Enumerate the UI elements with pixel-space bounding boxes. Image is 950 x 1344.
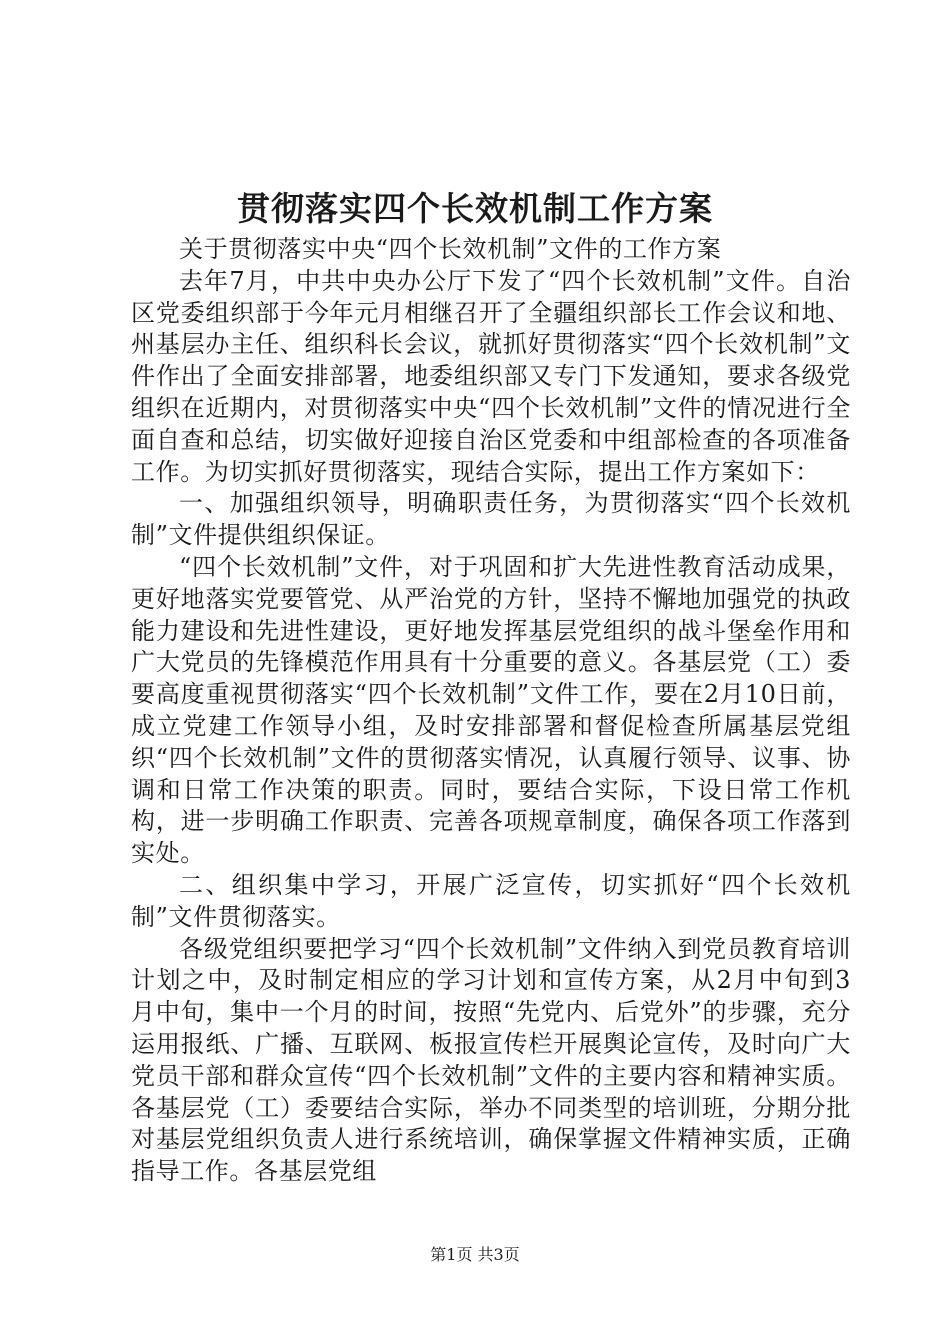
paragraph-section-1-heading: 一、加强组织领导，明确职责任务，为贯彻落实“四个长效机制”文件提供组织保证。 [131,489,851,550]
paragraph-section-1-body: “四个长效机制”文件，对于巩固和扩大先进性教育活动成果，更好地落实党要管党、从严治党的方针，坚持不懈地加强党的执政能力建设和先进性建设，更好地发挥基层党组织的战斗堡垒作用和广大党员的先锋模范作用具有十分重要的意义。各基层党（工）委要高度重视贯彻落实“四个长效机制”文件工作，要在2月10日前，成立党建工作领导小组，及时安排部署和督促检查所属基层党组织“四个长效机制”文件的贯彻落实情况，认真履行领导、议事、协调和日常工作决策的职责。同时，要结合实际，下设日常工作机构，进一步明确工作职责、完善各项规章制度，确保各项工作落到实处。 [131,552,851,868]
paragraph-section-2-heading: 二、组织集中学习，开展广泛宣传，切实抓好“四个长效机制”文件贯彻落实。 [131,870,851,931]
paragraph-subtitle: 关于贯彻落实中央“四个长效机制”文件的工作方案 [179,235,722,263]
paragraph-section-2-body: 各级党组织要把学习“四个长效机制”文件纳入到党员教育培训计划之中，及时制定相应的学习计划和宣传方案，从2月中旬到3月中旬，集中一个月的时间，按照“先党内、后党外”的步骤，充分运用报纸、广播、互联网、板报宣传栏开展舆论宣传，及时向广大党员干部和群众宣传“四个长效机制”文件的主要内容和精神实质。各基层党（工）委要结合实际，举办不同类型的培训班，分期分批对基层党组织负责人进行系统培训，确保掌握文件精神实质，正确指导工作。各基层党组 [131,934,851,1186]
page-footer: 第1页 共3页 [430,1245,520,1264]
document-body [131,234,851,1188]
paragraph-intro: 去年7月，中共中央办公厅下发了“四个长效机制”文件。自治区党委组织部于今年元月相继召开了全疆组织部长工作会议和地、州基层办主任、组织科长会议，就抓好贯彻落实“四个长效机制”文件作出了全面安排部署，地委组织部又专门下发通知，要求各级党组织在近期内，对贯彻落实中央“四个长效机制”文件的情况进行全面自查和总结，切实做好迎接自治区党委和中组部检查的各项准备工作。为切实抓好贯彻落实，现结合实际，提出工作方案如下： [131,266,851,486]
document-title: 贯彻落实四个长效机制工作方案 [237,189,713,228]
